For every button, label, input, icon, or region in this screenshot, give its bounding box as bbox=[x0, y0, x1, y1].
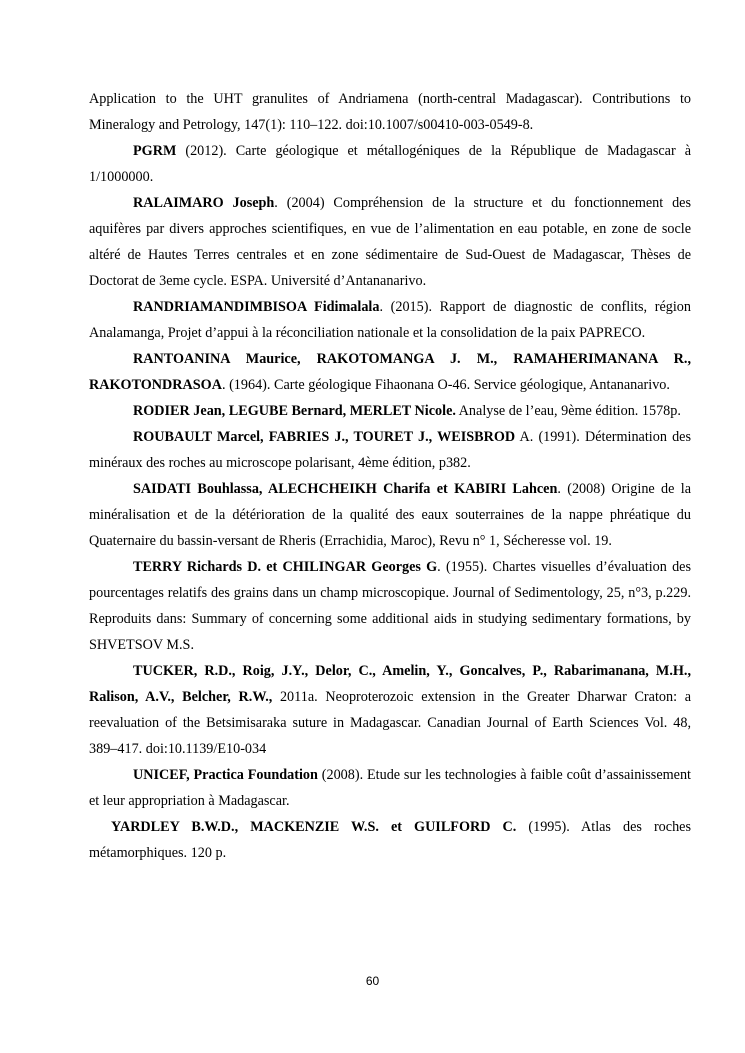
reference-entry bbox=[89, 658, 691, 762]
page-number: 60 bbox=[365, 974, 380, 988]
reference-text: (1995). Atlas des roches métamorphiques. 120 p. bbox=[89, 819, 691, 861]
reference-text: . (2004) Compréhension de la structure et du fonctionnement des aquifères par divers approches scientifiques, en vue de l’alimentation en eau potable, en zone de socle altéré de Hautes Terres centrales et en zone sédimentaire de Sud-Ouest de Madagascar, Thèses de Doctorat de 3eme cycle. ESPA. Université d’Antananarivo. bbox=[89, 195, 691, 289]
reference-authors: UNICEF, Practica Foundation bbox=[133, 767, 318, 783]
bibliography-list bbox=[89, 86, 691, 866]
reference-authors: ROUBAULT Marcel, FABRIES J., TOURET J., WEISBROD bbox=[133, 429, 516, 445]
reference-entry bbox=[89, 424, 691, 476]
reference-entry bbox=[89, 294, 691, 346]
reference-entry bbox=[89, 554, 691, 658]
reference-entry bbox=[89, 346, 691, 398]
reference-entry bbox=[89, 476, 691, 554]
reference-text: (2008). Etude sur les technologies à faible coût d’assainissement et leur appropriation à Madagascar. bbox=[89, 767, 691, 809]
reference-entry bbox=[89, 814, 691, 866]
reference-text: . (2008) Origine de la minéralisation et de la détérioration de la qualité des eaux souterraines de la nappe phréatique du Quaternaire du bassin-versant de Rheris (Errachidia, Maroc), Revu n° 1, Sécheresse vol. 19. bbox=[89, 481, 691, 549]
reference-text: Application to the UHT granulites of Andriamena (north-central Madagascar). Contributions to Mineralogy and Petrology, 147(1): 110–122. doi:10.1007/s00410-003-0549-8. bbox=[89, 91, 691, 133]
reference-entry bbox=[89, 398, 691, 424]
reference-entry bbox=[89, 762, 691, 814]
reference-text: . (1964). Carte géologique Fihaonana O-46. Service géologique, Antananarivo. bbox=[221, 377, 670, 393]
reference-text: . (1955). Chartes visuelles d’évaluation des pourcentages relatifs des grains dans un champ microscopique. Journal of Sedimentology, 25, n°3, p.229. Reproduits dans: Summary of concerning some additional aids in studying sedimentary formations, by SHVETSOV M.S. bbox=[89, 559, 691, 653]
reference-text: 2011a. Neoproterozoic extension in the Greater Dharwar Craton: a reevaluation of the Betsimisaraka suture in Madagascar. Canadian Journal of Earth Sciences Vol. 48, 389–417. doi:10.1139/E10-034 bbox=[89, 689, 691, 757]
reference-entry bbox=[89, 190, 691, 294]
reference-authors: RODIER Jean, LEGUBE Bernard, MERLET Nicole. bbox=[133, 403, 456, 419]
reference-authors: SAIDATI Bouhlassa, ALECHCHEIKH Charifa et KABIRI Lahcen bbox=[133, 481, 558, 497]
reference-text: A. (1991). Détermination des minéraux des roches au microscope polarisant, 4ème édition, p382. bbox=[89, 429, 691, 471]
reference-authors: TUCKER, R.D., Roig, J.Y., Delor, C., Amelin, Y., Goncalves, P., Rabarimanana, M.H., Ralison, A.V., Belcher, R.W., bbox=[89, 663, 691, 705]
reference-entry bbox=[89, 86, 691, 138]
reference-authors: PGRM bbox=[133, 143, 177, 159]
reference-authors: RANTOANINA Maurice, RAKOTOMANGA J. M., RAMAHERIMANANA R., RAKOTONDRASOA bbox=[89, 351, 691, 393]
reference-authors: RALAIMARO Joseph bbox=[133, 195, 275, 211]
reference-authors: YARDLEY B.W.D., MACKENZIE W.S. et GUILFORD C. bbox=[111, 819, 517, 835]
reference-text: . (2015). Rapport de diagnostic de conflits, région Analamanga, Projet d’appui à la réconciliation nationale et la consolidation de la paix PAPRECO. bbox=[89, 299, 691, 341]
reference-authors: RANDRIAMANDIMBISOA Fidimalala bbox=[133, 299, 380, 315]
reference-entry bbox=[89, 138, 691, 190]
reference-authors: TERRY Richards D. et CHILINGAR Georges G bbox=[133, 559, 438, 575]
reference-text: (2012). Carte géologique et métallogéniques de la République de Madagascar à 1/1000000. bbox=[89, 143, 691, 185]
reference-text: Analyse de l’eau, 9ème édition. 1578p. bbox=[455, 403, 681, 419]
